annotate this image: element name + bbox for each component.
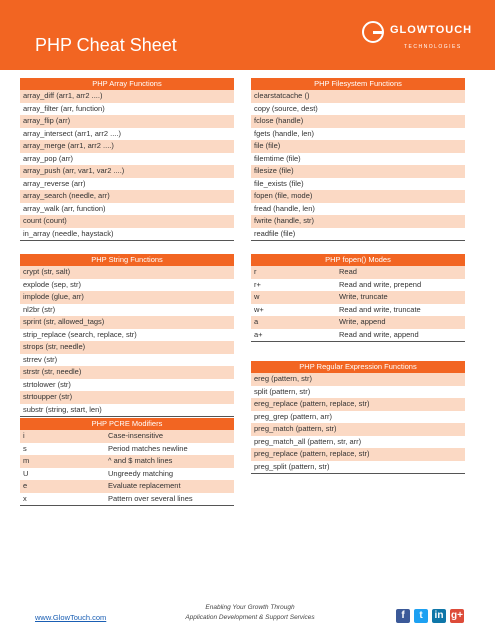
table-row: readfile (file) bbox=[254, 228, 296, 238]
table-row bbox=[20, 430, 234, 443]
table-row: split (pattern, str) bbox=[254, 386, 311, 396]
table-row: implode (glue, arr) bbox=[20, 291, 234, 304]
mode-description: Read bbox=[339, 267, 357, 276]
mode-code: s bbox=[23, 443, 27, 453]
mode-description: Read and write, truncate bbox=[339, 304, 421, 314]
mode-code: i bbox=[23, 431, 25, 440]
table-row: array_flip (arr) bbox=[20, 115, 234, 128]
table-bottom-rule bbox=[251, 473, 465, 474]
table-row: strtoupper (str) bbox=[20, 391, 234, 404]
mode-code: a+ bbox=[254, 329, 263, 339]
table-bottom-rule bbox=[20, 505, 234, 506]
table-row: in_array (needle, haystack) bbox=[23, 228, 114, 238]
googleplus-icon[interactable]: g+ bbox=[451, 610, 463, 621]
mode-code: w+ bbox=[254, 304, 264, 314]
table-row bbox=[251, 316, 465, 329]
table-row: file (file) bbox=[251, 140, 465, 153]
table-row: strrev (str) bbox=[23, 354, 58, 364]
mode-description: Read and write, append bbox=[339, 329, 419, 339]
table-row: preg_grep (pattern, arr) bbox=[254, 411, 332, 421]
mode-code: w bbox=[254, 292, 260, 301]
facebook-icon[interactable]: f bbox=[396, 609, 410, 623]
table-row: array_push (arr, var1, var2 ....) bbox=[20, 165, 234, 178]
table-row: strip_replace (search, replace, str) bbox=[23, 329, 137, 339]
table-header: PHP Filesystem Functions bbox=[251, 78, 465, 90]
table-row: fclose (handle) bbox=[251, 115, 465, 128]
table-row bbox=[20, 480, 234, 493]
mode-description: Write, truncate bbox=[339, 292, 388, 301]
mode-code: m bbox=[23, 456, 30, 465]
mode-code: U bbox=[23, 468, 29, 478]
mode-code: a bbox=[254, 317, 259, 326]
table-row bbox=[20, 468, 234, 481]
table-php-pcre-modifiers bbox=[20, 418, 234, 506]
table-row: array_merge (arr1, arr2 ....) bbox=[20, 140, 234, 153]
table-row: fread (handle, len) bbox=[254, 203, 315, 213]
mode-description: Pattern over several lines bbox=[108, 493, 193, 503]
table-row: preg_match (pattern, str) bbox=[251, 423, 465, 436]
table-row: preg_match_all (pattern, str, arr) bbox=[254, 436, 362, 446]
table-php-fopen-modes bbox=[251, 254, 465, 342]
tagline-line-1: Enabling Your Growth Through bbox=[205, 604, 295, 611]
mode-description: Read and write, prepend bbox=[339, 279, 422, 289]
table-row: ereg (pattern, str) bbox=[251, 373, 465, 386]
table-row: sprint (str, allowed_tags) bbox=[20, 316, 234, 329]
table-row: array_reverse (arr) bbox=[23, 178, 86, 188]
table-row: array_search (needle, arr) bbox=[20, 190, 234, 203]
table-row bbox=[251, 279, 465, 292]
table-row: nl2br (str) bbox=[23, 304, 56, 314]
table-row: array_filter (arr, function) bbox=[23, 103, 105, 113]
table-header: PHP fopen() Modes bbox=[251, 254, 465, 266]
mode-code: r+ bbox=[254, 279, 261, 289]
mode-description: Period matches newline bbox=[108, 443, 188, 453]
table-row bbox=[20, 443, 234, 456]
table-row: array_walk (arr, function) bbox=[23, 203, 106, 213]
mode-description: Case-insensitive bbox=[108, 431, 164, 440]
table-php-regex-functions bbox=[251, 361, 465, 474]
glowtouch-logo bbox=[362, 20, 472, 60]
table-row: strtolower (str) bbox=[23, 379, 71, 389]
twitter-icon[interactable]: t bbox=[414, 609, 428, 623]
table-row bbox=[20, 493, 234, 506]
table-row: copy (source, dest) bbox=[254, 103, 318, 113]
table-row: count (count) bbox=[20, 215, 234, 228]
table-bottom-rule bbox=[251, 240, 465, 241]
logo-brand: GLOWTOUCH bbox=[390, 24, 473, 36]
table-header: PHP Array Functions bbox=[20, 78, 234, 90]
footer-tagline bbox=[175, 603, 325, 623]
table-row: strops (str, needle) bbox=[20, 341, 234, 354]
table-row: array_intersect (arr1, arr2 ....) bbox=[23, 128, 121, 138]
table-row: explode (sep, str) bbox=[23, 279, 81, 289]
table-php-filesystem-functions bbox=[251, 78, 465, 241]
table-row bbox=[20, 455, 234, 468]
table-row: crypt (str, salt) bbox=[20, 266, 234, 279]
table-row: array_pop (arr) bbox=[23, 153, 74, 163]
table-row: clearstatcache () bbox=[251, 90, 465, 103]
mode-code: e bbox=[23, 481, 28, 490]
mode-description: Ungreedy matching bbox=[108, 468, 174, 478]
table-row bbox=[251, 329, 465, 342]
page-title: PHP Cheat Sheet bbox=[35, 35, 177, 55]
table-row: array_diff (arr1, arr2 ....) bbox=[20, 90, 234, 103]
table-header: PHP Regular Expression Functions bbox=[251, 361, 465, 373]
table-row: filesize (file) bbox=[251, 165, 465, 178]
table-row: strstr (str, needle) bbox=[20, 366, 234, 379]
page-header bbox=[0, 0, 495, 70]
mode-description: Write, append bbox=[339, 317, 386, 326]
table-row: file_exists (file) bbox=[254, 178, 304, 188]
linkedin-icon[interactable]: in bbox=[432, 609, 446, 623]
table-row: filemtime (file) bbox=[254, 153, 301, 163]
mode-description: ^ and $ match lines bbox=[108, 456, 173, 465]
website-link[interactable]: www.GlowTouch.com bbox=[35, 613, 107, 622]
table-header: PHP PCRE Modifiers bbox=[20, 418, 234, 430]
table-row: fwrite (handle, str) bbox=[251, 215, 465, 228]
table-header: PHP String Functions bbox=[20, 254, 234, 266]
table-bottom-rule bbox=[20, 240, 234, 241]
table-bottom-rule bbox=[20, 416, 234, 417]
table-bottom-rule bbox=[251, 341, 465, 342]
table-row: substr (string, start, len) bbox=[23, 404, 102, 414]
table-row: preg_split (pattern, str) bbox=[254, 461, 330, 471]
table-row bbox=[251, 291, 465, 304]
logo-tagline: TECHNOLOGIES bbox=[404, 44, 462, 50]
table-row: fopen (file, mode) bbox=[251, 190, 465, 203]
table-row: fgets (handle, len) bbox=[254, 128, 315, 138]
tagline-line-2: Application Development & Support Services bbox=[185, 614, 315, 621]
table-php-string-functions bbox=[20, 254, 234, 417]
table-php-array-functions bbox=[20, 78, 234, 241]
table-row bbox=[251, 304, 465, 317]
table-row bbox=[251, 266, 465, 279]
logo-mark-icon bbox=[362, 21, 384, 43]
table-row: ereg_replace (pattern, replace, str) bbox=[251, 398, 465, 411]
mode-code: r bbox=[254, 267, 257, 276]
mode-code: x bbox=[23, 493, 27, 503]
table-row: preg_replace (pattern, replace, str) bbox=[251, 448, 465, 461]
mode-description: Evaluate replacement bbox=[108, 481, 181, 490]
